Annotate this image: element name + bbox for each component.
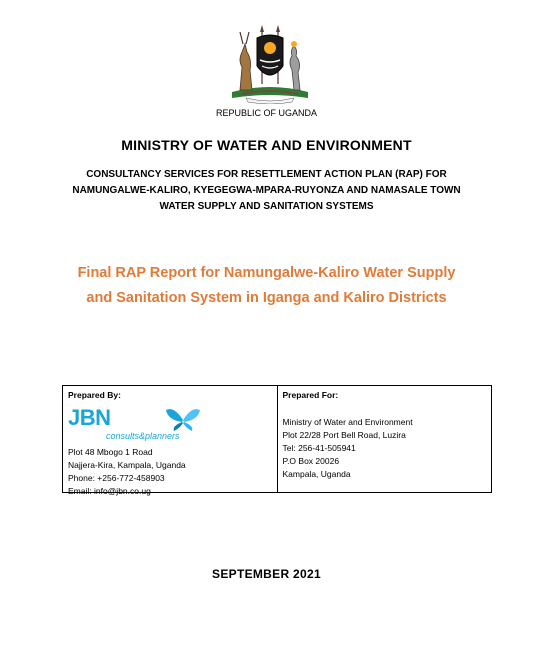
report-date: SEPTEMBER 2021 (212, 567, 321, 581)
consultancy-title (40, 167, 493, 215)
report-title-line: Final RAP Report for Namungalwe-Kaliro Water Supply (77, 265, 456, 281)
prepared-by-cell (63, 386, 278, 496)
prepared-for-line: Kampala, Uganda (282, 469, 351, 479)
prepared-by-phone: Phone: +256-772-458903 (68, 473, 165, 483)
consultancy-line: WATER SUPPLY AND SANITATION SYSTEMS (159, 201, 374, 212)
consultancy-line: NAMUNGALWE-KALIRO, KYEGEGWA-MPARA-RUYONZA AND NAMASALE TOWN (72, 185, 461, 196)
jbn-logo (68, 406, 272, 444)
prepared-for-heading: Prepared For: (282, 390, 339, 400)
ministry-title: MINISTRY OF WATER AND ENVIRONMENT (121, 137, 412, 153)
prepared-for-line: Tel: 256-41-505941 (282, 443, 356, 453)
prepared-by-heading: Prepared By: (68, 390, 121, 400)
prepared-for-cell (278, 386, 492, 492)
prepared-for-line: Ministry of Water and Environment (282, 417, 413, 427)
prepared-by-email[interactable]: Email: info@jbn.co.ug (68, 486, 151, 496)
report-title-line: and Sanitation System in Iganga and Kaliro Districts (86, 290, 447, 306)
republic-label: REPUBLIC OF UGANDA (215, 108, 318, 118)
report-title (40, 261, 493, 311)
prepared-by-address-line: Najjera-Kira, Kampala, Uganda (68, 460, 186, 470)
prepared-by-address-line: Plot 48 Mbogo 1 Road (68, 447, 153, 457)
prepared-for-line: P.O Box 20026 (282, 456, 340, 466)
prepared-for-address (283, 416, 487, 481)
preparation-table (62, 385, 492, 496)
jbn-logo-text: JBN (68, 405, 111, 430)
prepared-for-line: Plot 22/28 Port Bell Road, Luzira (282, 430, 406, 440)
jbn-logo-tagline: consults&planners (106, 431, 180, 441)
consultancy-line: CONSULTANCY SERVICES FOR RESETTLEMENT ACTION PLAN (RAP) FOR (86, 169, 447, 180)
uganda-coat-of-arms-icon (222, 22, 318, 104)
butterfly-icon (164, 406, 202, 432)
